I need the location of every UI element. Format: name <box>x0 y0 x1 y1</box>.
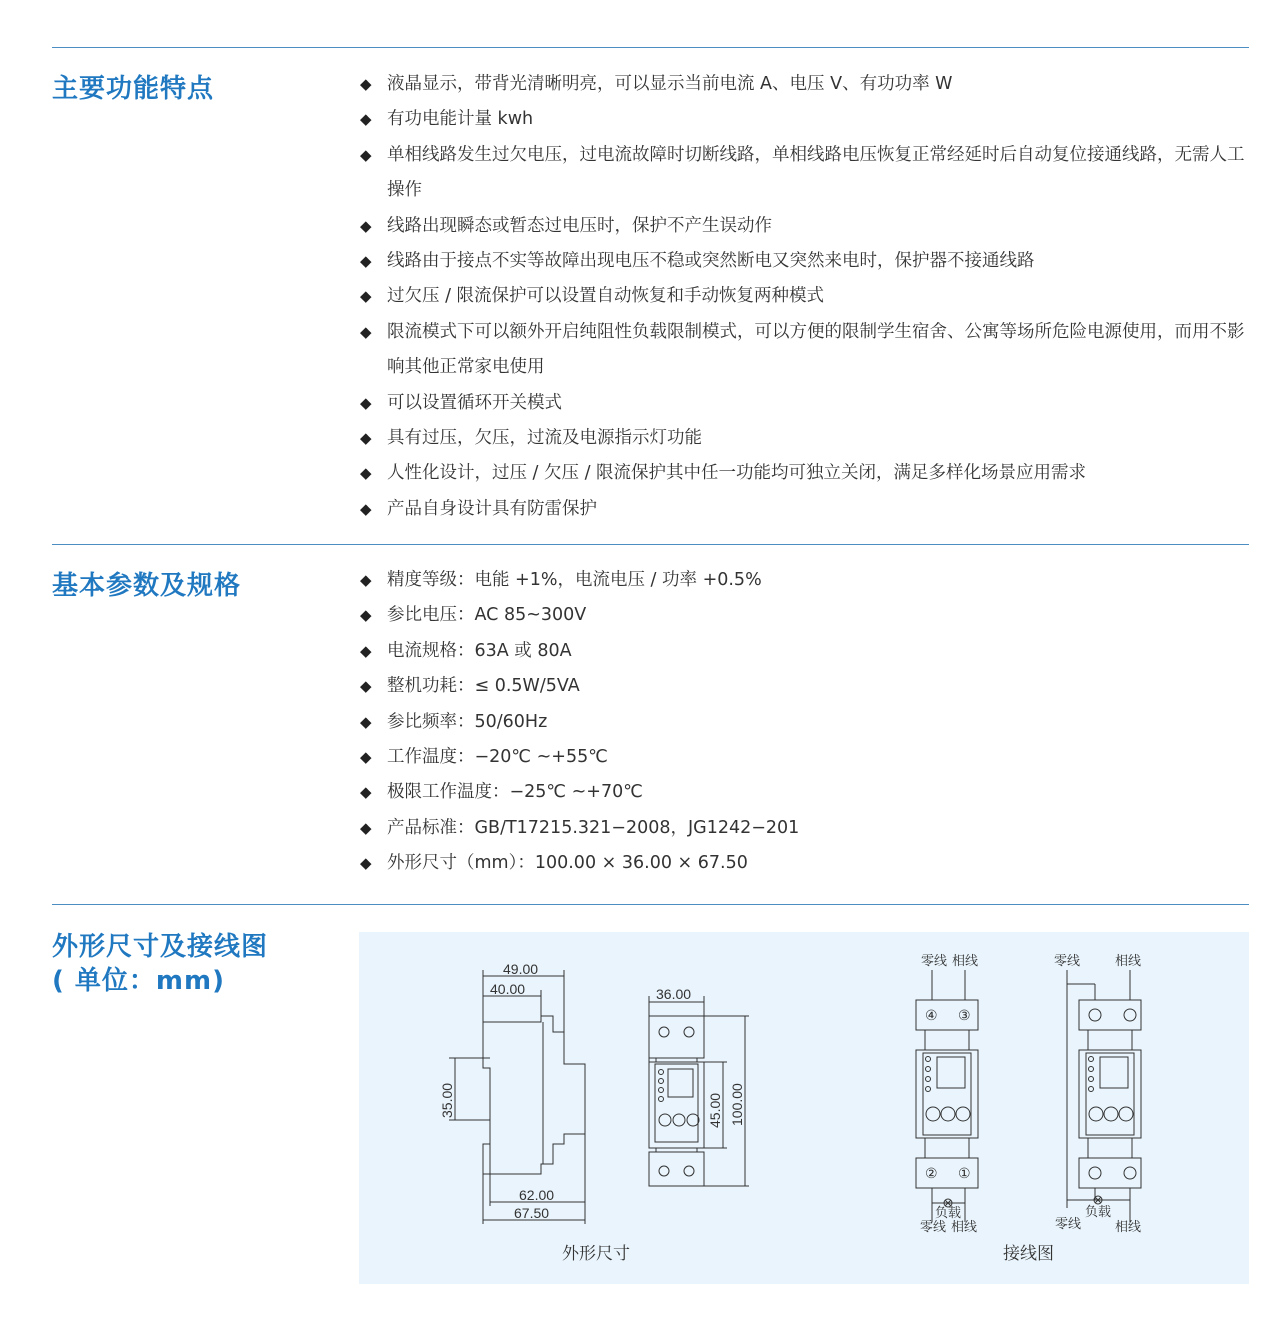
diamond-bullet-icon: ◆ <box>360 677 372 696</box>
wiring-diagram-2 <box>1054 953 1141 1234</box>
spec-item <box>360 846 1250 881</box>
dim-40-label: 40.00 <box>490 981 526 997</box>
feature-item <box>360 67 1250 102</box>
caption-wiring: 接线图 <box>1003 1244 1054 1264</box>
wiring1-phase-bottom: 相线 <box>951 1219 978 1234</box>
feature-item-text: 单相线路发生过欠电压，过电流故障时切断线路，单相线路电压恢复正常经延时后自动复位接通线路，无需人工操作 <box>387 144 1245 201</box>
features-divider <box>52 544 1249 545</box>
diamond-bullet-icon: ◆ <box>360 748 372 767</box>
wiring2-neutral-top: 零线 <box>1054 953 1081 968</box>
diamond-bullet-icon: ◆ <box>360 145 372 164</box>
spec-item-text: 精度等级：电能 +1%，电流电压 / 功率 +0.5% <box>387 570 762 590</box>
diamond-bullet-icon: ◆ <box>360 499 372 518</box>
diagram-panel <box>359 932 1249 1284</box>
specs-divider <box>52 904 1249 905</box>
side-view-drawing <box>439 961 585 1224</box>
feature-item <box>360 209 1250 244</box>
specs-list <box>360 563 1250 882</box>
spec-item-text: 电流规格：63A 或 80A <box>387 640 572 661</box>
wiring2-phase-bottom: 相线 <box>1115 1219 1142 1234</box>
diamond-bullet-icon: ◆ <box>360 783 372 802</box>
spec-item <box>360 669 1250 704</box>
diamond-bullet-icon: ◆ <box>360 429 372 448</box>
diamond-bullet-icon: ◆ <box>360 216 372 235</box>
feature-item <box>360 102 1250 137</box>
dim-45-label: 45.00 <box>707 1092 723 1128</box>
wiring-diagram-1 <box>916 953 978 1234</box>
feature-item-text: 线路出现瞬态或暂态过电压时，保护不产生误动作 <box>387 215 772 236</box>
diamond-bullet-icon: ◆ <box>360 818 372 837</box>
dim-36-label: 36.00 <box>656 986 692 1002</box>
terminal-2: ② <box>925 1165 938 1181</box>
dim-49-label: 49.00 <box>503 961 539 977</box>
top-divider <box>52 47 1249 48</box>
spec-item-text: 极限工作温度：−25℃ ~+70℃ <box>387 782 643 803</box>
spec-item-text: 工作温度：−20℃ ~+55℃ <box>387 747 608 768</box>
spec-item-text: 整机功耗：≤ 0.5W/5VA <box>387 676 580 697</box>
spec-item <box>360 705 1250 740</box>
diamond-bullet-icon: ◆ <box>360 606 372 625</box>
feature-item <box>360 279 1250 314</box>
feature-item <box>360 138 1250 209</box>
feature-item-text: 有功电能计量 kwh <box>387 109 534 130</box>
features-title: 主要功能特点 <box>52 74 215 104</box>
dimensions-title: 外形尺寸及接线图 <box>52 932 269 962</box>
spec-item-text: 外形尺寸（mm）：100.00 × 36.00 × 67.50 <box>387 853 748 874</box>
terminal-1: ① <box>958 1165 971 1181</box>
spec-item <box>360 598 1250 633</box>
diamond-bullet-icon: ◆ <box>360 393 372 412</box>
feature-item-text: 线路由于接点不实等故障出现电压不稳或突然断电又突然来电时，保护器不接通线路 <box>387 251 1035 272</box>
diamond-bullet-icon: ◆ <box>360 75 372 93</box>
spec-item <box>360 740 1250 775</box>
spec-item <box>360 811 1250 846</box>
spec-item-text: 参比频率：50/60Hz <box>387 711 548 732</box>
feature-item <box>360 315 1250 386</box>
diamond-bullet-icon: ◆ <box>360 712 372 731</box>
wiring1-phase-top: 相线 <box>952 953 979 968</box>
diamond-bullet-icon: ◆ <box>360 110 372 129</box>
wiring1-neutral-bottom: 零线 <box>920 1219 947 1234</box>
wiring1-load: 负载 <box>935 1205 962 1220</box>
specs-title: 基本参数及规格 <box>52 571 242 601</box>
diamond-bullet-icon: ◆ <box>360 641 372 660</box>
feature-item-text: 液晶显示，带背光清晰明亮，可以显示当前电流 A、电压 V、有功功率 W <box>387 74 953 94</box>
diamond-bullet-icon: ◆ <box>360 854 372 873</box>
diamond-bullet-icon: ◆ <box>360 252 372 271</box>
feature-item-text: 限流模式下可以额外开启纯阻性负载限制模式，可以方便的限制学生宿舍、公寓等场所危险电源使用，而用不影响其他正常家电使用 <box>387 321 1245 378</box>
caption-dimensions: 外形尺寸 <box>562 1244 630 1264</box>
features-list <box>360 67 1250 527</box>
terminal-3: ③ <box>958 1007 971 1023</box>
feature-item-text: 产品自身设计具有防雷保护 <box>387 498 597 519</box>
diamond-bullet-icon: ◆ <box>360 464 372 483</box>
dim-62-label: 62.00 <box>519 1187 555 1203</box>
diagram-drawing <box>359 932 1249 1284</box>
diamond-bullet-icon: ◆ <box>360 287 372 306</box>
spec-item-text: 产品标准：GB/T17215.321−2008，JG1242−201 <box>387 817 800 838</box>
feature-item <box>360 244 1250 279</box>
spec-item <box>360 634 1250 669</box>
feature-item-text: 人性化设计，过压 / 欠压 / 限流保护其中任一功能均可独立关闭，满足多样化场景应用需求 <box>387 463 1087 484</box>
dim-675-label: 67.50 <box>514 1205 550 1221</box>
diamond-bullet-icon: ◆ <box>360 571 372 589</box>
spec-item <box>360 775 1250 810</box>
dim-100-label: 100.00 <box>729 1083 745 1126</box>
dimensions-unit: ( 单位：mm) <box>52 966 226 996</box>
diamond-bullet-icon: ◆ <box>360 322 372 341</box>
front-view-drawing <box>649 986 749 1186</box>
feature-item-text: 可以设置循环开关模式 <box>387 392 562 413</box>
wiring2-load: 负载 <box>1085 1204 1112 1219</box>
feature-item <box>360 456 1250 491</box>
feature-item-text: 具有过压，欠压，过流及电源指示灯功能 <box>387 428 702 449</box>
feature-item <box>360 421 1250 456</box>
spec-item <box>360 563 1250 598</box>
spec-item-text: 参比电压：AC 85~300V <box>387 605 587 626</box>
feature-item <box>360 386 1250 421</box>
feature-item-text: 过欠压 / 限流保护可以设置自动恢复和手动恢复两种模式 <box>387 286 825 307</box>
feature-item <box>360 492 1250 527</box>
wiring2-neutral-bottom: 零线 <box>1055 1216 1082 1231</box>
terminal-4: ④ <box>925 1007 938 1023</box>
wiring2-phase-top: 相线 <box>1115 953 1142 968</box>
dim-35-label: 35.00 <box>439 1082 455 1118</box>
wiring1-neutral-top: 零线 <box>921 953 948 968</box>
